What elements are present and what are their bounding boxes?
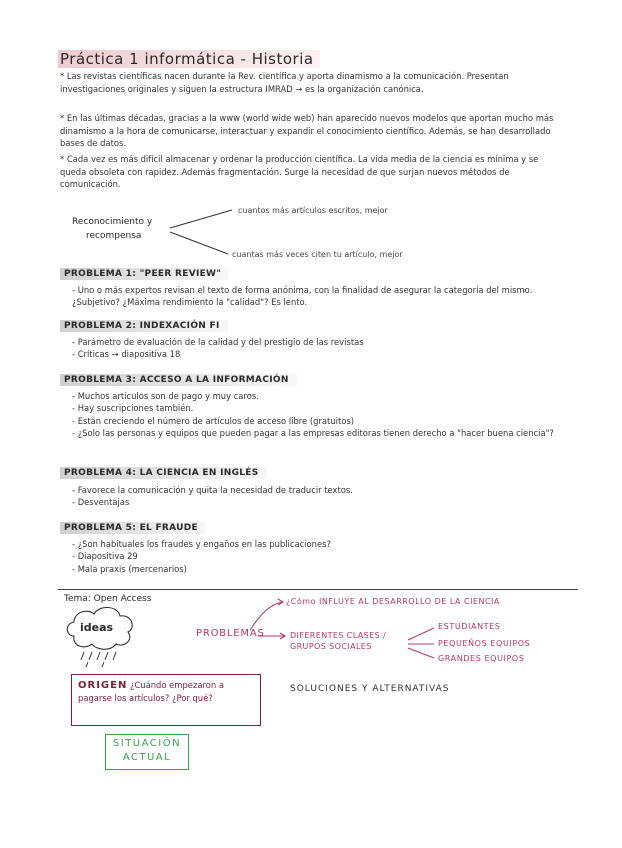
mindmap-impacto: ¿Cómo INFLUYE AL DESARROLLO DE LA CIENCIA [286,597,500,606]
cloud-icon [67,607,132,667]
situacion-actual-box [105,734,189,770]
list-item: - Parámetro de evaluación de la calidad y del prestigio de las revistas [72,336,562,348]
list-item: - ¿Son habituales los fraudes y engaños en las publicaciones? [72,538,562,550]
mindmap-problemas: PROBLEMAS [196,628,265,639]
problem-4-heading: PROBLEMA 4: LA CIENCIA EN INGLÉS [60,467,267,479]
list-item: - ¿Solo las personas y equipos que pueden pagar a las empresas editoras tienen derecho a "hacer buena ciencia"? [72,427,562,439]
list-item: - Hay suscripciones también. [72,402,562,414]
list-item: - Favorece la comunicación y quita la necesidad de traducir textos. [72,484,562,496]
recognition-label-line1: Reconocimiento y [72,217,153,227]
list-item: - Desventajas [72,496,562,508]
recognition-branch-line-bottom [170,232,228,254]
arrow-problemas-impacto [250,602,282,630]
list-item: - Están creciendo el número de artículos de acceso libre (gratuitos) [72,415,562,427]
recognition-label-line2: recompensa [86,231,142,241]
topic-label: Tema: Open Access [64,594,152,604]
mindmap-soluciones: SOLUCIONES Y ALTERNATIVAS [290,684,450,694]
list-item: - Mala praxis (mercenarios) [72,563,562,575]
rain-drops [81,652,116,667]
intro-paragraph-3: * Cada vez es más difícil almacenar y ordenar la producción científica. La vida media de la ciencia es mínima y se queda obsoleta con rapidez. Además fragmentación. Surge la necesidad de que surjan nuevos métodos de comunicación. [60,154,539,190]
recognition-branch-bottom: cuantas más veces citen tu artículo, mejor [232,250,403,259]
origen-box [71,674,261,726]
mindmap-diferentes-clases: DIFERENTES CLASES / GRUPOS SOCIALES [290,631,387,651]
mindmap-pequenos-equipos: PEQUEÑOS EQUIPOS [438,639,531,648]
origen-label: ORIGEN [78,680,128,691]
origen-text: ¿Cuándo empezaron a pagarse los artículos? ¿Por qué? [78,680,224,703]
situacion-line2: ACTUAL [122,752,172,763]
arrow-estudiantes [408,628,434,640]
recognition-branch-line-top [170,210,232,228]
intro-paragraph-1: * Las revistas científicas nacen durante la Rev. científica y aporta dinamismo a la comunicación. Presentan investigaciones originales y siguen la estructura IMRAD → es la organización canónica. [60,71,509,94]
page-title: Práctica 1 informática - Historia [58,50,320,68]
intro-paragraph-2: * En las últimas décadas, gracias a la www (world wide web) han aparecido nuevos modelos que aportan mucho más dinamismo a la hora de comunicarse, interactuar y expandir el conocimiento científico. Además, se han desarrollado bases de datos. [60,113,554,149]
list-item: - Muchos artículos son de pago y muy caros. [72,390,562,402]
situacion-line1: SITUACIÓN [112,738,182,749]
arrow-grandes [408,648,434,658]
problem-1-heading: PROBLEMA 1: "PEER REVIEW" [60,268,229,280]
problem-3-heading: PROBLEMA 3: ACCESO A LA INFORMACIÓN [60,374,297,386]
mindmap-grandes-equipos: GRANDES EQUIPOS [438,654,525,663]
recognition-branch-top: cuantos más artículos escritos, mejor [238,206,388,215]
list-item: - Críticas → diapositiva 18 [72,348,562,360]
list-item: - Uno o más expertos revisan el texto de forma anónima, con la finalidad de asegurar la categoría del mismo. ¿Subjetivo? ¿Máxima rendimiento la "calidad"? Es lento. [72,284,562,309]
problem-5-heading: PROBLEMA 5: EL FRAUDE [60,522,206,534]
mindmap-estudiantes: ESTUDIANTES [438,622,501,631]
problem-2-heading: PROBLEMA 2: INDEXACIÓN FI [60,320,228,332]
cloud-ideas-label: ideas [80,621,114,634]
list-item: - Diapositiva 29 [72,550,562,562]
